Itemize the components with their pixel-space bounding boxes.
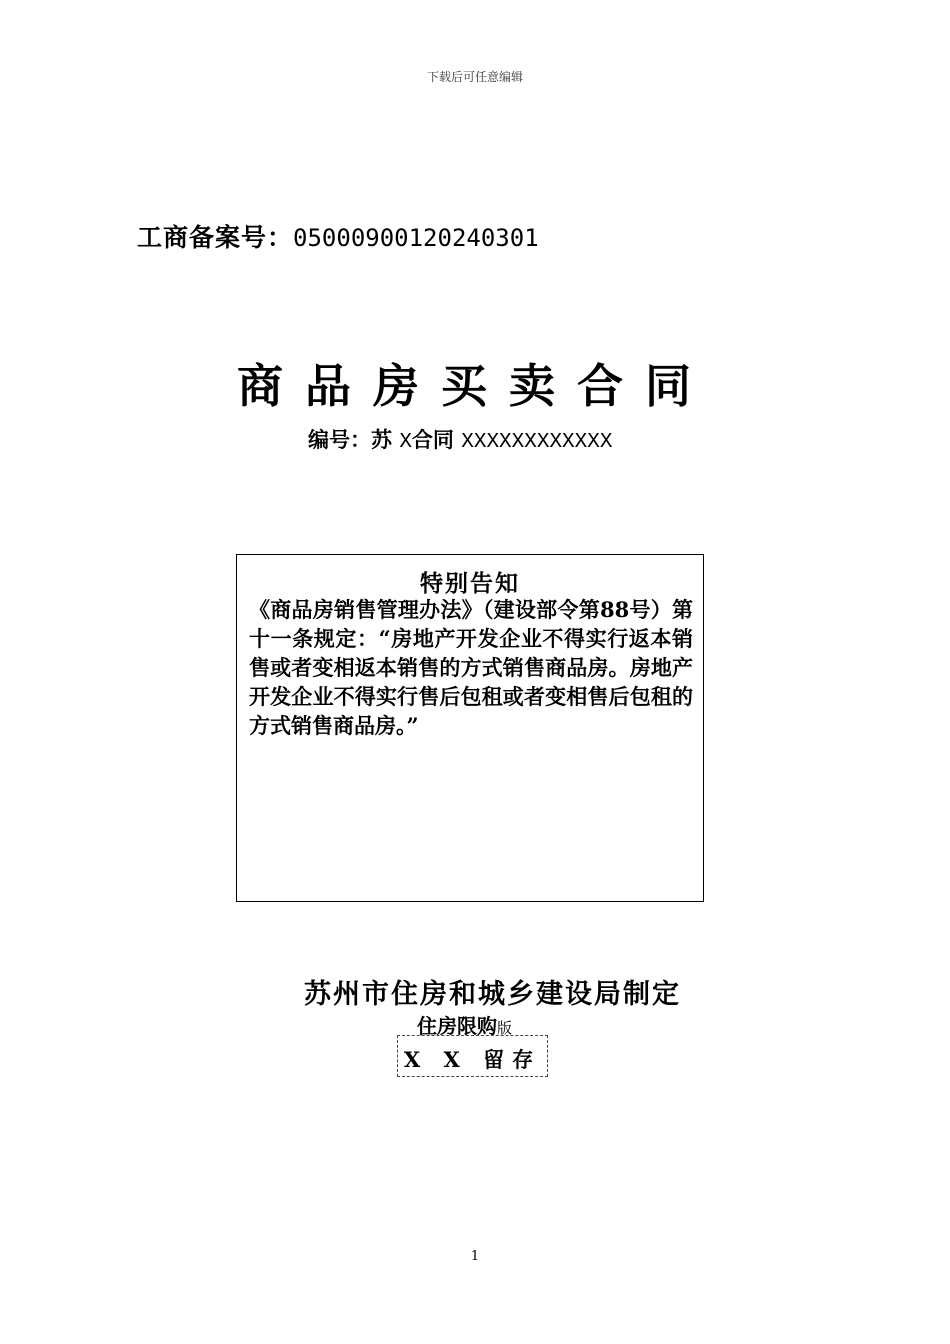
contract-number bbox=[308, 424, 612, 454]
issuer: 苏州市住房和城乡建设局制定 bbox=[304, 979, 681, 1010]
page-number: 1 bbox=[470, 1249, 480, 1264]
edition-main: 住房限购 bbox=[417, 1014, 497, 1038]
retention-stamp-text: X X 留存 bbox=[403, 1047, 542, 1072]
contract-number-city-code: X bbox=[399, 431, 412, 454]
edition-suffix: 版 bbox=[497, 1019, 513, 1037]
special-notice-title: 特别告知 bbox=[420, 570, 520, 597]
document-title: 商品房买卖合同 bbox=[237, 359, 713, 413]
special-notice-box bbox=[236, 554, 704, 902]
contract-number-label: 编号：苏 bbox=[308, 427, 392, 452]
filing-record bbox=[137, 218, 539, 254]
filing-number: 05000900120240301 bbox=[293, 224, 539, 252]
contract-number-mid: 合同 bbox=[411, 427, 454, 452]
special-notice-body: 《商品房销售管理办法》（建设部令第88号）第十一条规定：“房地产开发企业不得实行返本销售或者变相返本销售的方式销售商品房。房地产开发企业不得实行售后包租或者变相售后包租的方式销售商品房。” bbox=[249, 597, 693, 738]
header-note: 下载后可任意编辑 bbox=[426, 70, 523, 84]
contract-number-code: XXXXXXXXXXXX bbox=[461, 431, 613, 454]
retention-stamp bbox=[397, 1035, 548, 1077]
filing-label: 工商备案号： bbox=[137, 223, 294, 252]
